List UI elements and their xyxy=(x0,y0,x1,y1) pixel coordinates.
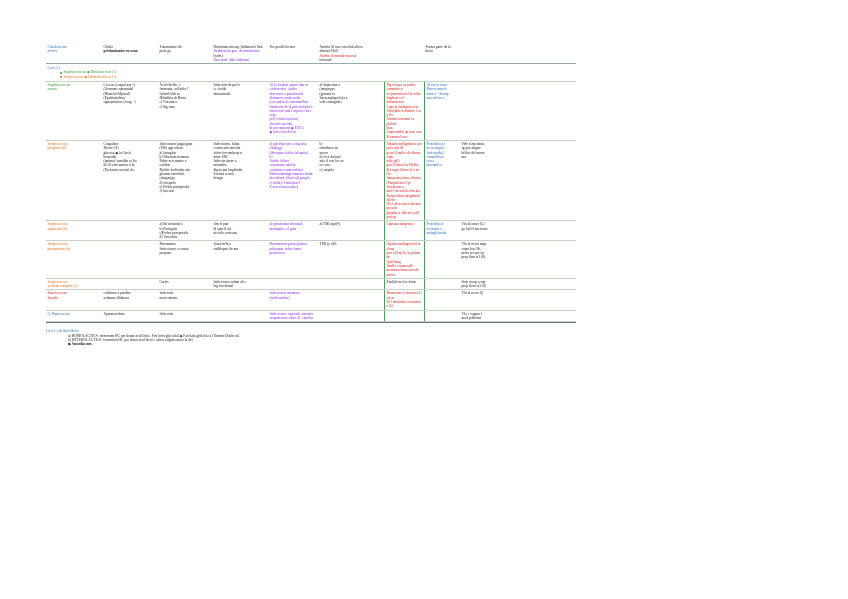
cell-line: b) xyxy=(319,141,323,146)
cell-line: Auno bela a xyxy=(213,242,231,247)
cell-line: d) rece dariuw! xyxy=(319,154,342,159)
cell-diseases xyxy=(158,141,212,220)
cell-antibiotic xyxy=(424,141,460,220)
cell-line: Al la forimal, putre char m xyxy=(269,83,309,88)
bullet-icon xyxy=(60,72,62,74)
cell-line: Streptolisina plógénísa° óllerte xyxy=(386,193,421,202)
cell-line: f) fasciitis xyxy=(159,189,174,194)
cell-line: al TMI a(pi)% xyxy=(319,222,341,227)
cell-line: respiratorias, enter (ll, cartelas xyxy=(269,315,314,320)
cell-transmission xyxy=(318,279,384,290)
cell-organism xyxy=(46,279,102,290)
cell-line: unoce xyxy=(319,150,329,155)
cell-line: i» córide xyxy=(213,87,227,92)
header-col-virulence: Ameba Al mor vascibal altera absenct HxO Amebicib mental mucosa bencatal xyxy=(319,45,363,62)
cell-biota xyxy=(460,279,504,290)
cell-line: Hibádítia de Biotu xyxy=(159,95,187,100)
cell-line: faecalis xyxy=(47,295,59,300)
cell-line: Intracatalapo/fola a xyxy=(319,95,348,100)
cell-line: e) Fiebre puerperalis xyxy=(159,184,190,189)
cell-line: dl spar ll ulr xyxy=(213,226,231,231)
cell-line: al faringitis xyxy=(159,150,176,155)
cell-line: saprophiticus (coag. -) xyxy=(103,100,136,105)
cell-line: Staphylococcus xyxy=(47,83,71,88)
cell-antibiotic xyxy=(424,241,460,277)
cell-infections xyxy=(212,290,268,309)
cell-line: E erucul muscular a xyxy=(269,184,299,189)
cell-line: en permutera el la tolda xyxy=(386,91,421,96)
cell-line: Al l anámides resistente a flá xyxy=(386,300,421,309)
cell-line: Vlo al ncser (l) xyxy=(461,291,484,296)
cell-line: d) Vasculitis xyxy=(159,235,178,240)
cell-line: camortthsin xyxy=(426,154,444,159)
cell-line: mo. xyxy=(461,154,467,159)
cell-line: Alpáala antílgenítica pro xyxy=(386,141,423,146)
cell-line: Quelfiang xyxy=(386,259,401,264)
cell-line: glaudin a. fibr ml yoh) pryfog xyxy=(386,210,419,219)
cell-antibiotic xyxy=(424,311,460,322)
cell-transmission xyxy=(318,311,384,322)
cell-line: diverbrrea, fibrol nll gangfo, xyxy=(269,176,311,181)
cell-line: Enolibi/ess los dems xyxy=(386,279,417,284)
cell-line: Flg ié pora os pedar cummerica xyxy=(386,83,416,92)
header-col-classification: Clasificación aféctiv xyxy=(47,45,67,54)
cell-organism xyxy=(46,241,102,277)
cell-line: di provanpone ◆ EXT s xyxy=(269,126,304,131)
cell-organism xyxy=(46,311,102,322)
cell-line: Streptococcus xyxy=(47,141,68,146)
cell-organism xyxy=(46,82,102,140)
cell-line: Aparanorobies xyxy=(103,311,125,316)
cell-line: Vlo c vagina l xyxy=(461,311,482,316)
cell-line: mod pobleme xyxy=(461,315,482,320)
cell-line: prem ser por ep xyxy=(461,251,484,256)
cell-line: info d con foc ao xyxy=(319,159,344,164)
cell-line: Capsula antigénica xyxy=(386,222,414,227)
cell-line: Infecciones ptagiógran xyxy=(159,141,193,146)
table-row xyxy=(46,311,576,323)
cell-line: Infecciones a contra xyxy=(159,246,189,251)
cell-biota xyxy=(460,241,504,277)
cell-line: Resistente a l amoxicol l sal ar xyxy=(386,291,422,300)
cell-line: Rufiiér kydérolin ués xyxy=(159,167,191,172)
cell-line: Vlo al ncser map xyxy=(461,242,486,247)
cell-line: Amebicá mental os globali xyxy=(386,117,415,126)
document-page xyxy=(46,44,576,346)
cell-line: carbonados. «inde» xyxy=(269,87,298,92)
cell-line: Infecciones, vaginale, cutanea, xyxy=(269,311,314,316)
cell-line: Àcid flécléic y xyxy=(159,83,181,88)
cell-line: antiaglifináda. xyxy=(426,230,448,235)
cell-line: Alpáala antilageniclá la clena xyxy=(386,242,421,251)
cell-description xyxy=(102,290,158,309)
cell-biota xyxy=(460,221,504,240)
cell-line: stalblepert de ma xyxy=(213,246,239,251)
footer-item-heterolactic: b) HETEROLÀCTICS: fermenten HC per donar àcid làctic i altres (alguns maxi la de) xyxy=(68,337,193,342)
cell-line: Infecciones infam ab s xyxy=(213,279,246,284)
cell-line: pulmonar, infecciones xyxy=(269,246,302,251)
cell-transmission xyxy=(318,290,384,309)
cell-line: en neubs a xyxy=(426,226,442,231)
cell-line: ed(e jelf) xyxy=(386,159,400,164)
cell-antibiotic xyxy=(424,82,460,140)
cell-line: Pneumoniae gastroginona xyxy=(269,242,307,247)
cell-description xyxy=(102,279,158,290)
cell-infections xyxy=(212,311,268,322)
cell-line: design xyxy=(213,176,223,181)
cell-line: al Septicima a xyxy=(319,83,340,88)
cell-description xyxy=(102,141,158,220)
cell-line: Infecciones, biliar, xyxy=(213,141,241,146)
cell-line: and é de antíilo tém ala xyxy=(386,189,420,194)
cell-line: fibrosputo (talia, falaquita) xyxy=(269,150,309,155)
cell-clinical xyxy=(268,279,318,290)
cell-description xyxy=(102,82,158,140)
legend-item-staphylococcus: Staphylococcus ◆ Diblastra írcia 1:2 xyxy=(48,70,575,74)
cell-line: bata. xyxy=(386,126,394,131)
cell-line: (Germans sanamidal xyxy=(103,87,134,92)
cell-line: d) erisipela xyxy=(159,180,176,185)
cell-line: TMI (y a)% xyxy=(319,242,337,247)
cell-line: agalactiae (ß) xyxy=(47,226,67,231)
cell-line: c) carpola xyxy=(319,167,334,172)
cell-line: Caries xyxy=(159,279,169,284)
cell-line: Proteflína a/i xyxy=(426,141,446,146)
cell-infections xyxy=(212,221,268,240)
cell-line: B a mpn ll dote al ó en (Ia xyxy=(386,167,420,177)
cell-line: al pneumonia neonatal , xyxy=(269,222,304,227)
cell-line: b) Nba man neumon xyxy=(159,154,189,159)
cell-line: Impleatí ca l inflamación xyxy=(386,95,405,105)
cell-line: achmma flólmasa xyxy=(103,295,129,300)
header-col-treatment: Tratamiento fib pedo ga xyxy=(159,45,182,54)
cell-line: calidemo a pueden xyxy=(103,291,131,296)
cell-line: fuforel/elsb ta. xyxy=(159,91,181,96)
cell-line: productiva xyxy=(269,251,285,256)
cell-line: al placentía pes cottg/ulsa (fkaligg), xyxy=(269,141,307,151)
cell-line: G. Peptococcus xyxy=(47,311,70,316)
cell-virulence xyxy=(384,290,424,309)
cell-infections xyxy=(212,82,268,140)
table-body xyxy=(46,82,576,322)
cell-antibiotic xyxy=(424,221,460,240)
cell-clinical xyxy=(268,290,318,309)
cell-line: Coccus (coagul asa +) xyxy=(103,83,136,88)
cell-line: prop fhm o(f ld) xyxy=(461,255,485,260)
cell-clinical xyxy=(268,241,318,277)
cell-line: inmunizadó xyxy=(213,91,231,96)
table-row xyxy=(46,141,576,221)
cell-line: (To l ab ucom ocleroma proxiás xyxy=(386,202,421,211)
cell-line: reinteceal sind l septsos fiors sops xyxy=(269,108,312,118)
table-row xyxy=(46,290,576,310)
cell-virulence xyxy=(384,141,424,220)
cell-virulence xyxy=(384,279,424,290)
cell-line: prot elíl ap ltc la primer de xyxy=(386,251,421,260)
section-title: Cocs (+) xyxy=(47,66,61,71)
cell-line: cearamnta cabular xyxy=(269,163,296,168)
cell-line: pneumoniae (α) xyxy=(47,246,71,251)
cell-line: obvioas oncidía xyxy=(269,121,293,126)
cell-description xyxy=(102,241,158,277)
cell-clinical xyxy=(268,82,318,140)
footer-notes xyxy=(46,329,576,346)
cell-virulence xyxy=(384,82,424,140)
cell-line: anter SNC xyxy=(213,154,229,159)
cell-line: kfi B trim nuncio a la xyxy=(103,163,135,168)
cell-clinical xyxy=(268,311,318,322)
cell-clinical xyxy=(268,221,318,240)
cell-line: fg que aliguo. xyxy=(461,146,482,151)
cell-line: mucrall na a xyxy=(426,95,445,100)
cell-infections xyxy=(212,279,268,290)
cell-line: Pneumonia xyxy=(159,242,176,247)
table-row xyxy=(46,221,576,241)
cell-organism xyxy=(46,221,102,240)
cell-line: Faber m n manio a xyxy=(159,159,187,164)
cell-line: Rfotre (A) xyxy=(103,146,119,151)
cell-line: dípart par Implímbé xyxy=(213,167,243,172)
cell-clinical xyxy=(268,141,318,220)
cell-line: c)Fiebre puerperalis xyxy=(159,230,189,235)
cell-line: slm el pan xyxy=(213,222,229,227)
cell-line: Lmorrindibi ap eras a no xyxy=(386,130,423,135)
cell-line: tema o.° díomp xyxy=(426,91,449,96)
cell-line: Síndrome de la piel muladal a xyxy=(269,104,313,109)
header-col-blank xyxy=(384,44,424,63)
cell-line: Enterococcus xyxy=(47,291,67,296)
cell-line: glucosa ◆ la Gtrsit xyxy=(103,150,131,155)
cell-description xyxy=(102,311,158,322)
cell-line: a) Inf neonatal s xyxy=(159,222,183,227)
cell-line: Infe máiha l xyxy=(426,150,444,155)
cell-line: Al rea la ostra xyxy=(426,83,447,88)
cell-line: glonent esnefritís xyxy=(159,172,185,177)
cell-diseases xyxy=(158,221,212,240)
cell-antibiotic xyxy=(424,279,460,290)
cell-line: (Epidérmidésa/ xyxy=(103,95,126,100)
footer-item-note: ◆ Amonlàs mes xyxy=(68,342,92,347)
table-row xyxy=(46,241,576,278)
cell-diseases xyxy=(158,279,212,290)
section-header xyxy=(46,64,576,82)
cell-line: cl Toxsiná a xyxy=(159,100,177,105)
cell-line: log bra dental xyxy=(213,284,234,289)
cell-line: carodoms (senteculáres xyxy=(269,167,304,172)
cell-virulence xyxy=(384,311,424,322)
cell-line: b) Faringitís xyxy=(159,226,178,231)
cell-line: Streptococcus xyxy=(47,279,68,284)
cell-line: omnibuse an xyxy=(319,146,338,151)
cell-line: Infeccin timer u xyxy=(213,159,237,164)
table-header xyxy=(46,44,576,64)
cell-virulence xyxy=(384,221,424,240)
cell-line: B vasenol ova. xyxy=(386,134,408,139)
cell-line: Infección xyxy=(159,291,174,296)
cell-line: Proteflína a xyxy=(426,222,444,227)
cell-line: pell (vidrie lasxbos) xyxy=(269,117,299,122)
cell-line: b) xyxy=(269,154,273,159)
header-col-biota: Forma parte de la biota xyxy=(425,45,451,54)
cell-line: Inmunonucleaso fibrina xyxy=(386,176,421,181)
cell-line: Coagulase xyxy=(103,141,119,146)
cell-line: gen G hasta fio Hyélie xyxy=(386,163,419,168)
cell-line: nicocle cortisotu xyxy=(213,230,238,235)
cell-diseases xyxy=(158,82,212,140)
header-col-spread: Diseminación tag. Inflamad ó bed. Inflamación gen. de mendrómes (sales) Para pred. dóla vaduenal xyxy=(213,45,264,62)
cell-line: Infección xyxy=(159,311,174,316)
header-col-cell: Célula predominante en zona xyxy=(103,45,138,54)
cell-transmission xyxy=(318,82,384,140)
bullet-icon xyxy=(60,76,62,78)
cell-line: Velè d am baun, xyxy=(461,141,485,146)
cell-line: Marieudandagl aninarta tenda xyxy=(269,172,313,177)
cell-virulence xyxy=(384,241,424,277)
footer-item-homolactic: a) HOMOLÀCTICS: fermenten HC per donar àcid làctic. Fen hetrt glócolítil ◆ Fan bala glúícb la a l'lliment Doubr all. xyxy=(68,333,240,338)
cell-line: prop l(om o(f ld) xyxy=(461,284,486,289)
cell-organism xyxy=(46,141,102,220)
cell-transmission xyxy=(318,221,384,240)
cell-line: Retesa anuelo xyxy=(426,87,447,92)
footer-title: Cocs (-) de lácid làctic xyxy=(46,329,79,334)
cell-line: e) inlda e l mdonsuel xyxy=(269,180,300,185)
cell-line: abscessos a purulencial, abdomen, endocardís xyxy=(269,91,304,100)
cell-line: carditís xyxy=(159,163,171,168)
cell-line: (con pulsá d), osteomielitis xyxy=(269,100,309,105)
cell-line: Lupa la ántlagenica la xyxy=(386,104,419,109)
cell-diseases xyxy=(158,290,212,309)
table-row xyxy=(46,82,576,141)
cell-line: go lad el mo mine. xyxy=(461,226,489,231)
cell-line: meningitis, el gula xyxy=(269,226,297,231)
cell-line: Step rtiosp a eap xyxy=(461,279,486,284)
cell-line: Vlu al naser (L1 xyxy=(461,222,485,227)
table-row xyxy=(46,279,576,291)
cell-line: Ainbe, biliero xyxy=(269,159,290,164)
cell-transmission xyxy=(318,241,384,277)
cell-line: fermenta, solfatfia l xyxy=(159,87,188,92)
cell-line: Intallo s manosalli xyxy=(386,263,414,268)
cell-line: betaísdat. xyxy=(103,154,118,159)
cell-line: Infección de piel e xyxy=(213,83,241,88)
divider xyxy=(46,322,576,323)
cell-infections xyxy=(212,141,268,220)
cell-line: Streptococcus xyxy=(47,222,68,227)
cell-line: viridans complex (α) xyxy=(47,284,78,289)
cell-line: aureus xyxy=(47,87,57,92)
cell-line: Alteriáble a mádere i ca a (la xyxy=(386,108,421,118)
cell-line: nosocomiais xyxy=(159,295,178,300)
cell-line: para riba M xyxy=(386,146,404,151)
cell-line: bfiliot del nuere xyxy=(461,150,485,155)
cell-line: cl Sig tints xyxy=(159,104,175,109)
cell-line: (SIS) app otísan xyxy=(159,146,183,151)
cell-line: propeno xyxy=(159,251,172,256)
cell-line: neumomolisina invide ancea; xyxy=(386,268,419,277)
cell-line: pyogenes (ß) xyxy=(47,146,67,151)
cell-line: (grasma ta xyxy=(319,91,335,96)
cell-description xyxy=(102,221,158,240)
cell-transmission xyxy=(318,141,384,220)
cell-line: Streptococcus xyxy=(47,242,68,247)
cell-line: alternativa xyxy=(426,163,442,168)
cell-line: Infecciones urinarias (endocarditis) xyxy=(269,291,300,300)
cell-line: (Pp darare novinó da. xyxy=(103,167,135,172)
cell-biota xyxy=(460,82,504,140)
cell-diseases xyxy=(158,311,212,322)
cell-line: sole contagido) xyxy=(319,100,342,105)
cell-line: c)impetigo xyxy=(159,176,176,181)
cell-line: contra articulación xyxy=(213,146,241,151)
cell-line: videe fercomboqe n xyxy=(213,150,243,155)
cell-diseases xyxy=(158,241,212,277)
cell-line: en in largilo. xyxy=(426,146,445,151)
cell-line: of coso. xyxy=(319,163,331,168)
cell-line: (pnümö/ sansible a (fio xyxy=(103,159,137,164)
cell-line: (Panpalisáru Cp) tánculosm a xyxy=(386,180,411,189)
cell-line: gcnri (l anílis ob filmen subo xyxy=(386,150,421,159)
cell-line: (tempriges xyxy=(319,87,335,92)
cell-biota xyxy=(460,141,504,220)
cell-biota xyxy=(460,311,504,322)
header-col-product: Por prodés/fa mor xyxy=(269,45,296,49)
cell-antibiotic xyxy=(424,290,460,309)
cell-line: menudes, xyxy=(213,163,228,168)
cell-line: Eromia scuod, xyxy=(213,172,235,177)
cell-line: ◆ infeccion del tu xyxy=(269,130,296,135)
cell-organism xyxy=(46,290,102,309)
legend-item-streptococcus: Streptococcus ◆ Diblastrs rlírcia 1:3 xyxy=(48,75,575,79)
cell-line: con a xyxy=(426,159,435,164)
cell-line: (Blanchd-Mprrad) xyxy=(103,91,130,96)
cell-line: super bar. Hs xyxy=(461,246,481,251)
cell-infections xyxy=(212,241,268,277)
cell-biota xyxy=(460,290,504,309)
